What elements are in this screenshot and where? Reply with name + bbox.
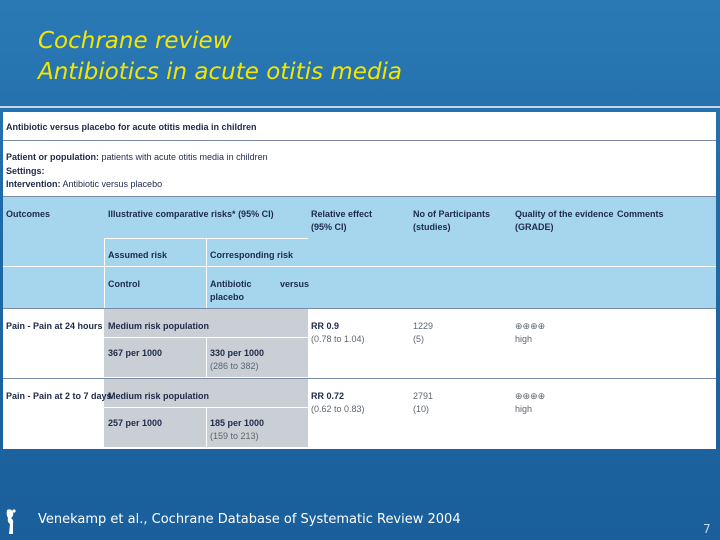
row-2-relative-ci: (0.62 to 0.83) bbox=[311, 404, 365, 414]
row-2-risk-divider bbox=[206, 407, 207, 447]
header-comments: Comments bbox=[617, 209, 664, 219]
page-number: 7 bbox=[703, 522, 711, 536]
row-2-relative: RR 0.72 bbox=[311, 391, 345, 401]
row-1-quality-symbols: ⊕⊕⊕⊕ bbox=[515, 321, 546, 331]
slide-title bbox=[38, 26, 402, 88]
row-1-corresponding-ci: (286 to 382) bbox=[210, 361, 259, 371]
header-participants: No of Participants bbox=[413, 209, 491, 219]
row-1-risk-population: Medium risk population bbox=[108, 321, 210, 331]
header-relative-ci: (95% CI) bbox=[311, 222, 347, 232]
row-2-risk-population: Medium risk population bbox=[108, 391, 210, 401]
row-1-participants: 1229 bbox=[413, 321, 434, 331]
row-1-risk-subdivider bbox=[104, 337, 308, 338]
table-caption: Antibiotic versus placebo for acute otitis media in children bbox=[6, 122, 257, 132]
intervention-value: Antibiotic versus placebo bbox=[60, 179, 163, 189]
intervention-line bbox=[6, 179, 162, 189]
header-relative-effect: Relative effect bbox=[311, 209, 373, 219]
header-placebo: placebo bbox=[210, 292, 245, 302]
header-row-divider bbox=[3, 266, 716, 267]
population-value: patients with acute otitis media in children bbox=[99, 152, 268, 162]
header-top-border bbox=[3, 196, 716, 197]
row-2-corresponding: 185 per 1000 bbox=[210, 418, 265, 428]
row-1-studies: (5) bbox=[413, 334, 424, 344]
source-citation: Venekamp et al., Cochrane Database of Systematic Review 2004 bbox=[38, 512, 461, 527]
row-1-quality-word: high bbox=[515, 334, 533, 344]
header-assumed-risk: Assumed risk bbox=[108, 250, 168, 260]
population-line bbox=[6, 152, 268, 162]
header-grade: (GRADE) bbox=[515, 222, 554, 232]
row-1-outcome: Pain - Pain at 24 hours bbox=[6, 321, 103, 331]
row-1-corresponding: 330 per 1000 bbox=[210, 348, 265, 358]
header-subdivider bbox=[104, 238, 308, 239]
header-corresponding-risk: Corresponding risk bbox=[210, 250, 294, 260]
title-divider bbox=[0, 106, 720, 108]
row-1-relative: RR 0.9 bbox=[311, 321, 340, 331]
summary-of-findings-table bbox=[3, 112, 716, 449]
header-control: Control bbox=[108, 279, 140, 289]
title-line-1: Cochrane review bbox=[38, 28, 232, 54]
row-2-quality-word: high bbox=[515, 404, 533, 414]
header-divider-1 bbox=[104, 238, 105, 308]
table-header-block bbox=[3, 112, 716, 196]
row-2-participants: 2791 bbox=[413, 391, 434, 401]
settings-label: Settings: bbox=[6, 166, 45, 176]
header-quality: Quality of the evidence bbox=[515, 209, 614, 219]
row-2-assumed: 257 per 1000 bbox=[108, 418, 163, 428]
row-2-studies: (10) bbox=[413, 404, 430, 414]
row-2-corresponding-ci: (159 to 213) bbox=[210, 431, 259, 441]
row-1-relative-ci: (0.78 to 1.04) bbox=[311, 334, 365, 344]
header-antibiotic: Antibiotic bbox=[210, 279, 252, 289]
row-2-risk-subdivider bbox=[104, 407, 308, 408]
header-illustrative: Illustrative comparative risks* (95% CI) bbox=[108, 209, 274, 219]
population-label: Patient or population: bbox=[6, 152, 99, 162]
header-studies: (studies) bbox=[413, 222, 451, 232]
header-outcomes: Outcomes bbox=[6, 209, 51, 219]
caption-divider bbox=[3, 140, 716, 141]
publisher-logo-icon bbox=[4, 506, 18, 536]
row-1-risk-divider bbox=[206, 337, 207, 377]
intervention-label: Intervention: bbox=[6, 179, 61, 189]
header-divider-2 bbox=[206, 238, 207, 308]
title-line-2: Antibiotics in acute otitis media bbox=[38, 59, 403, 85]
row-1-assumed: 367 per 1000 bbox=[108, 348, 163, 358]
row-2-quality-symbols: ⊕⊕⊕⊕ bbox=[515, 391, 546, 401]
row-2-outcome: Pain - Pain at 2 to 7 days bbox=[6, 391, 112, 401]
header-versus: versus bbox=[280, 279, 310, 289]
